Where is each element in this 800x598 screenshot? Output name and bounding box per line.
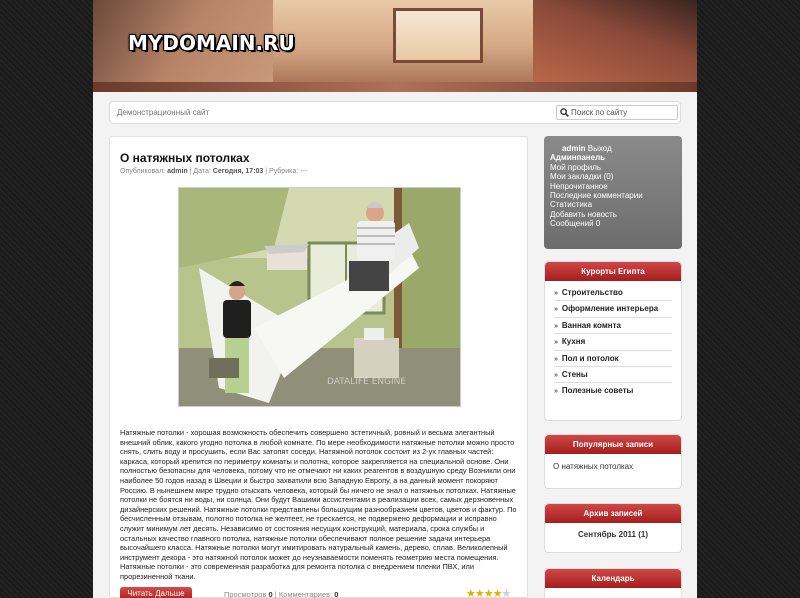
article-stats: Просмотров 0 | Комментариев: 0 — [224, 590, 339, 598]
category-item[interactable]: » Ванная комнта — [554, 318, 672, 334]
article-date: Сегодня, 17:03 — [212, 168, 264, 175]
article-card — [109, 136, 528, 598]
username[interactable]: admin — [562, 144, 586, 153]
star-icon[interactable]: ★ — [492, 588, 502, 598]
views-count: 0 — [268, 590, 273, 598]
top-bar — [109, 101, 681, 124]
article-title[interactable]: О натяжных потолках — [120, 151, 250, 165]
popular-title: Популярные записи — [545, 435, 681, 454]
arrow-right-icon: » — [554, 355, 558, 363]
user-menu-messages[interactable]: Сообщений 0 — [550, 219, 601, 229]
page-container — [93, 92, 697, 598]
user-menu-bookmarks[interactable]: Мои закладки (0) — [550, 172, 614, 182]
search-icon[interactable] — [560, 108, 569, 117]
arrow-right-icon: » — [554, 339, 558, 347]
popular-item[interactable]: О натяжных потолках — [553, 462, 634, 471]
site-logo[interactable]: MYDOMAIN.RU — [128, 31, 295, 55]
arrow-right-icon: » — [554, 306, 558, 314]
arrow-right-icon: » — [554, 388, 558, 396]
article-meta: Опубликовал: admin | Дата: Сегодня, 17:03 | Рубрика: --- — [120, 168, 308, 175]
archive-item[interactable]: Сентябрь 2011 (1) — [578, 530, 648, 539]
category-item[interactable]: » Полезные советы — [554, 386, 634, 396]
user-menu-stats[interactable]: Статистика — [550, 200, 593, 210]
calendar-title: Календарь — [545, 569, 681, 588]
comments-count[interactable]: 0 — [334, 590, 339, 598]
image-watermark: DATALIFE ENGINE — [327, 377, 407, 387]
arrow-right-icon: » — [554, 371, 558, 379]
categories-box — [544, 261, 682, 421]
arrow-right-icon: » — [554, 322, 558, 330]
author-link[interactable]: admin — [167, 168, 188, 175]
category-item[interactable]: » Пол и потолок — [554, 351, 672, 367]
star-icon[interactable]: ★ — [501, 588, 511, 598]
archive-box — [544, 503, 682, 553]
star-icon[interactable]: ★ — [466, 588, 475, 598]
category-item[interactable]: » Кухня — [554, 334, 672, 350]
article-rubric: --- — [300, 168, 308, 175]
rating-stars[interactable] — [466, 587, 510, 598]
article-body: Натяжные потолки - хорошая возможность обеспечить совершено эстетичный, ровный и весьма элегантный внешний облик, какого угодно потолка в любой комнате. По мере необходимости натяжные потолки можно просто снять, слить воду и просушить, если Вас затопят соседи. Натяжной потолок состоит из 2-ух главных частей: каркаса, который крепится по периметру комнаты и полотна, которое закрепляется на специальной основе. Они полностью безопасны для человека, потому что не отмечают ни каких реагентов в воздушную среду Возникли они наиболее 50 годов назад в Швеции и быстро захватили всю Западную Европу, а на данный момент покоряют Россию. В нынешнем мире трудно отыскать человека, который бы ничего не знал о натяжных потолках. Натяжные потолки не боятся ни воды, ни солнца. Они будут Вашими ассистентами в реализации всех, самых дерзновенных дизайнерских решений. Натяжные потолки представлены большущим разнообразием цветов, цветов и фактур. По бесчисленным отзывам, полотно потолка не желтеет, не трескается, не подвержено деформации и исправно служит минимум лет десять. Независимо от состояния несущих конструкций, материала, срока службы и остальных качество главного потолка, натяжные потолки обеспечивают полное решение задачи интерьера высочайшего класса. Натяжные потолки могут имитировать натуральный камень, дерево, сплав. Великолепный инструмент декора - это натяжной потолок может до неузнаваемости поменять геометрию места помещения. Натяжные потолки - это современная разработка для ремонта потолка с внедрением пленки ПВХ, или прорезиненной ткани. — [120, 428, 517, 581]
user-menu-add-news[interactable]: Добавить новость — [550, 209, 617, 219]
user-menu-profile[interactable]: Мой профиль — [550, 162, 602, 172]
category-item[interactable]: » Строительство — [554, 285, 672, 301]
user-menu-comments[interactable]: Последние комментарии — [550, 191, 643, 201]
site-tagline: Демонстрационный сайт — [117, 108, 210, 117]
star-icon[interactable]: ★ — [483, 588, 493, 598]
categories-title: Курорты Египта — [545, 262, 681, 281]
user-menu-unread[interactable]: Непрочитанное — [550, 181, 608, 191]
star-icon[interactable]: ★ — [474, 588, 484, 598]
logout-link[interactable]: Выход — [587, 144, 612, 153]
category-item[interactable]: » Оформление интерьера — [554, 301, 672, 317]
arrow-right-icon: » — [554, 290, 558, 297]
search-input[interactable] — [571, 106, 675, 119]
article-image — [178, 187, 461, 407]
popular-box — [544, 434, 682, 489]
calendar-box — [544, 568, 682, 598]
read-more-button[interactable]: Читать Дальше — [120, 587, 192, 598]
search-box — [556, 105, 678, 120]
archive-title: Архив записей — [545, 504, 681, 523]
categories-list — [545, 281, 681, 400]
category-item[interactable]: » Стены — [554, 367, 672, 383]
user-panel — [544, 136, 682, 249]
user-menu-admin[interactable]: Админпанель — [550, 153, 606, 163]
